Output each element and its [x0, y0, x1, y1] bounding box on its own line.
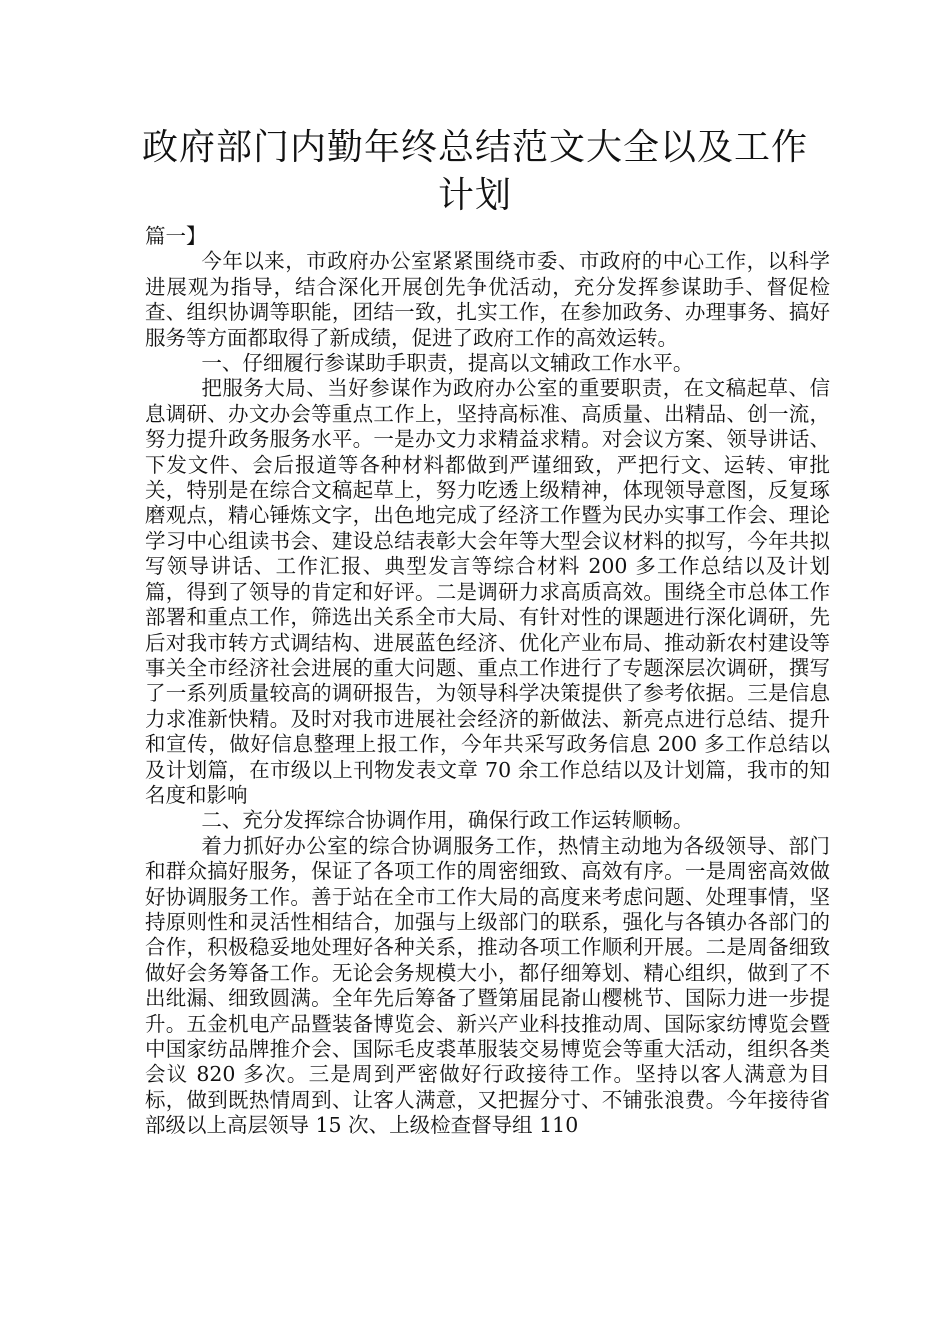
paragraph-intro: 今年以来，市政府办公室紧紧围绕市委、市政府的中心工作，以科学进展观为指导，结合深化开展创先争优活动，充分发挥参谋助手、督促检查、组织协调等职能，团结一致，扎实工作，在参加政务、办理事务、搞好服务等方面都取得了新成绩，促进了政府工作的高效运转。 [145, 249, 830, 350]
title-line-2: 计划 [437, 175, 512, 216]
section-label: 篇一】 [145, 224, 207, 248]
heading-section-1: 一、仔细履行参谋助手职责，提高以文辅政工作水平。 [201, 351, 694, 376]
heading-section-2: 二、充分发挥综合协调作用，确保行政工作运转顺畅。 [201, 808, 694, 833]
document-title [120, 124, 830, 220]
paragraph-section-1: 把服务大局、当好参谋作为政府办公室的重要职责，在文稿起草、信息调研、办文办会等重点工作上，坚持高标准、高质量、出精品、创一流，努力提升政务服务水平。一是办文力求精益求精。对会议方案、领导讲话、下发文件、会后报道等各种材料都做到严谨细致，严把行文、运转、审批关，特别是在综合文稿起草上，努力吃透上级精神，体现领导意图，反复琢磨观点，精心锤炼文字，出色地完成了经济工作暨为民办实事工作会、理论学习中心组读书会、建设总结表彰大会年等大型会议材料的拟写，今年共拟写领导讲话、工作汇报、典型发言等综合材料 200 多工作总结以及计划篇，得到了领导的肯定和好评。二是调研力求高质高效。围绕全市总体工作部署和重点工作，筛选出关系全市大局、有针对性的课题进行深化调研，先后对我市转方式调结构、进展蓝色经济、优化产业布局、推动新农村建设等事关全市经济社会进展的重大问题、重点工作进行了专题深层次调研，撰写了一系列质量较高的调研报告，为领导科学决策提供了参考依据。三是信息力求准新快精。及时对我市进展社会经济的新做法、新亮点进行总结、提升和宣传，做好信息整理上报工作，今年共采写政务信息 200 多工作总结以及计划篇，在市级以上刊物发表文章 70 余工作总结以及计划篇，我市的知名度和影响 [145, 376, 830, 807]
document-body [145, 224, 830, 1139]
paragraph-section-2: 着力抓好办公室的综合协调服务工作，热情主动地为各级领导、部门和群众搞好服务，保证了各项工作的周密细致、高效有序。一是周密高效做好协调服务工作。善于站在全市工作大局的高度来考虑问题、处理事情，坚持原则性和灵活性相结合，加强与上级部门的联系，强化与各镇办各部门的合作，积极稳妥地处理好各种关系，推动各项工作顺利开展。二是周备细致做好会务筹备工作。无论会务规模大小，都仔细筹划、精心组织，做到了不出纰漏、细致圆满。全年先后筹备了暨第届昆嵛山樱桃节、国际力进一步提升。五金机电产品暨装备博览会、新兴产业科技推动周、国际家纺博览会暨中国家纺品牌推介会、国际毛皮裘革服装交易博览会等重大活动，组织各类会议 820 多次。三是周到严密做好行政接待工作。坚持以客人满意为目标，做到既热情周到、让客人满意，又把握分寸、不铺张浪费。今年接待省部级以上高层领导 15 次、上级检查督导组 110 [145, 833, 830, 1138]
title-line-1: 政府部门内勤年终总结范文大全以及工作 [141, 127, 808, 168]
